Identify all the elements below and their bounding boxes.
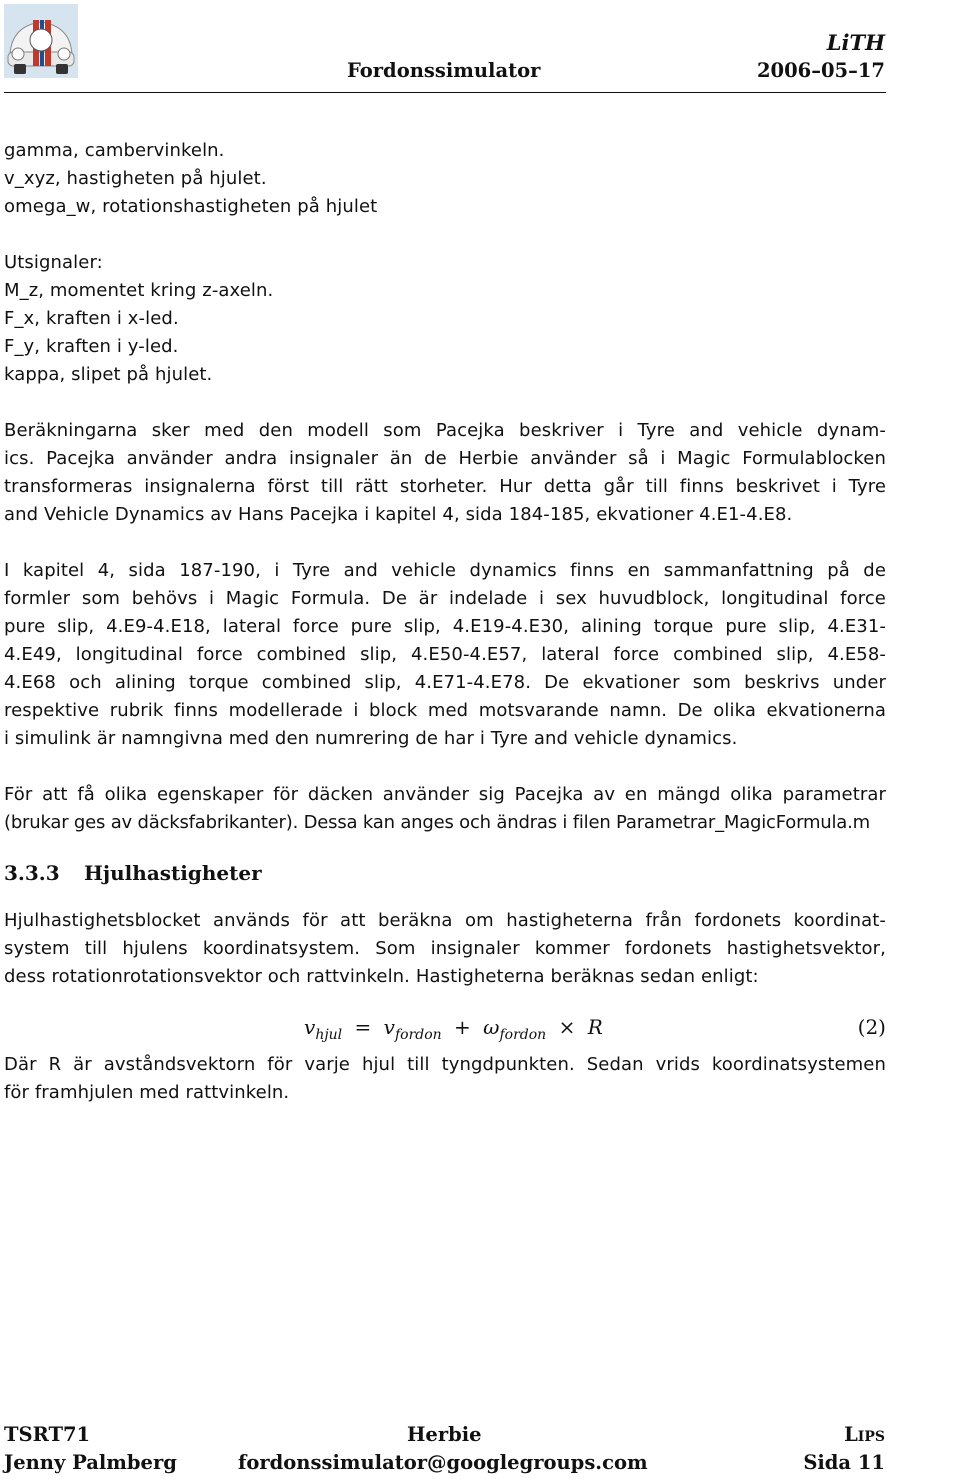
- input-signal-list: [4, 137, 886, 221]
- paragraph-parameters: [4, 781, 886, 837]
- paragraph-line: respektive rubrik finns modellerade i block med motsvarande namn. De olika ekvationerna: [4, 700, 886, 721]
- header-date: 2006–05–17: [756, 59, 885, 82]
- footer-email: fordonssimulator@googlegroups.com: [238, 1451, 648, 1474]
- eq-term2-sub: fordon: [499, 1027, 547, 1043]
- paragraph-magic-formula: [4, 557, 886, 753]
- paragraph-line: pure slip, 4.E9-4.E18, lateral force pure slip, 4.E19-4.E30, alining torque pure slip, 4.E31-: [4, 616, 886, 637]
- eq-plus: +: [454, 1015, 471, 1039]
- paragraph-line: transformeras insignalerna först till rätt storheter. Hur detta går till finns beskrivet i Tyre: [4, 476, 886, 497]
- herbie-car-logo: [4, 4, 78, 78]
- eq-term1-symbol: v: [383, 1015, 395, 1039]
- list-item: F_x, kraften i x-led.: [4, 308, 179, 329]
- list-item: omega_w, rotationshastigheten på hjulet: [4, 196, 378, 217]
- paragraph-line: 4.E68 och alining torque combined slip, 4.E71-4.E78. De ekvationer som beskrivs under: [4, 672, 886, 693]
- list-item: F_y, kraften i y-led.: [4, 336, 179, 357]
- list-item: v_xyz, hastigheten på hjulet.: [4, 168, 267, 189]
- paragraph-line: formler som behövs i Magic Formula. De är indelade i sex huvudblock, longitudinal force: [4, 588, 886, 609]
- paragraph-rotation: [4, 1051, 886, 1107]
- equation-number: (2): [857, 1015, 886, 1039]
- header-organization: LiTH: [826, 30, 885, 55]
- document-body: [4, 137, 886, 1107]
- header-divider: [4, 92, 886, 93]
- eq-term3-symbol: R: [587, 1015, 603, 1039]
- eq-cross: ×: [558, 1015, 576, 1039]
- paragraph-line: Där R är avståndsvektorn för varje hjul till tyngdpunkten. Sedan vrids koordinatsystemen: [4, 1054, 886, 1075]
- equation-wheel-velocity: [4, 1009, 886, 1049]
- paragraph-line: Hjulhastighetsblocket används för att beräkna om hastigheterna från fordonets koordinat-: [4, 910, 886, 931]
- list-item: M_z, momentet kring z-axeln.: [4, 280, 274, 301]
- paragraph-line: ics. Pacejka använder andra insignaler än de Herbie använder så i Magic Formulablocken: [4, 448, 886, 469]
- outputs-heading: Utsignaler:: [4, 252, 103, 273]
- paragraph-line: för framhjulen med rattvinkeln.: [4, 1082, 290, 1103]
- paragraph-line: Beräkningarna sker med den modell som Pacejka beskriver i Tyre and vehicle dynam-: [4, 420, 886, 441]
- footer-course-code: TSRT71: [4, 1423, 91, 1446]
- equation-body: [304, 1013, 603, 1049]
- list-item: kappa, slipet på hjulet.: [4, 364, 213, 385]
- header-course-title: Fordonssimulator: [347, 59, 541, 82]
- section-number: 3.3.3: [4, 861, 60, 885]
- section-title: Hjulhastigheter: [84, 861, 262, 885]
- footer-project: Herbie: [407, 1423, 482, 1446]
- paragraph-wheel-speeds: [4, 907, 886, 991]
- paragraph-line: i simulink är namngivna med den numrering de har i Tyre and vehicle dynamics.: [4, 728, 738, 749]
- herbie-car-icon: [4, 4, 78, 78]
- paragraph-line: system till hjulens koordinatsystem. Som insignaler kommer fordonets hastighetsvektor,: [4, 938, 886, 959]
- section-heading: [4, 859, 886, 887]
- footer-group: Lips: [844, 1423, 885, 1446]
- list-item: gamma, cambervinkeln.: [4, 140, 225, 161]
- eq-term1-sub: fordon: [394, 1027, 442, 1043]
- paragraph-line: and Vehicle Dynamics av Hans Pacejka i kapitel 4, sida 184-185, ekvationer 4.E1-4.E8.: [4, 504, 793, 525]
- eq-equals: =: [354, 1015, 372, 1039]
- paragraph-line: För att få olika egenskaper för däcken använder sig Pacejka av en mängd olika parametrar: [4, 784, 886, 805]
- footer-page-number: Sida 11: [803, 1451, 885, 1474]
- paragraph-pacejka-model: [4, 417, 886, 529]
- paragraph-line: I kapitel 4, sida 187-190, i Tyre and vehicle dynamics finns en sammanfattning på de: [4, 560, 886, 581]
- eq-term2-symbol: ω: [483, 1015, 500, 1039]
- paragraph-line: (brukar ges av däcksfabrikanter). Dessa kan anges och ändras i filen Parametrar_MagicFormula.m: [4, 812, 870, 833]
- eq-lhs-sub: hjul: [315, 1027, 343, 1043]
- paragraph-line: dess rotationrotationsvektor och rattvinkeln. Hastigheterna beräknas sedan enligt:: [4, 966, 759, 987]
- footer-author: Jenny Palmberg: [4, 1451, 177, 1474]
- eq-lhs-symbol: v: [304, 1015, 316, 1039]
- output-signal-list: [4, 249, 886, 389]
- paragraph-line: 4.E49, longitudinal force combined slip, 4.E50-4.E57, lateral force combined slip, 4.E58-: [4, 644, 886, 665]
